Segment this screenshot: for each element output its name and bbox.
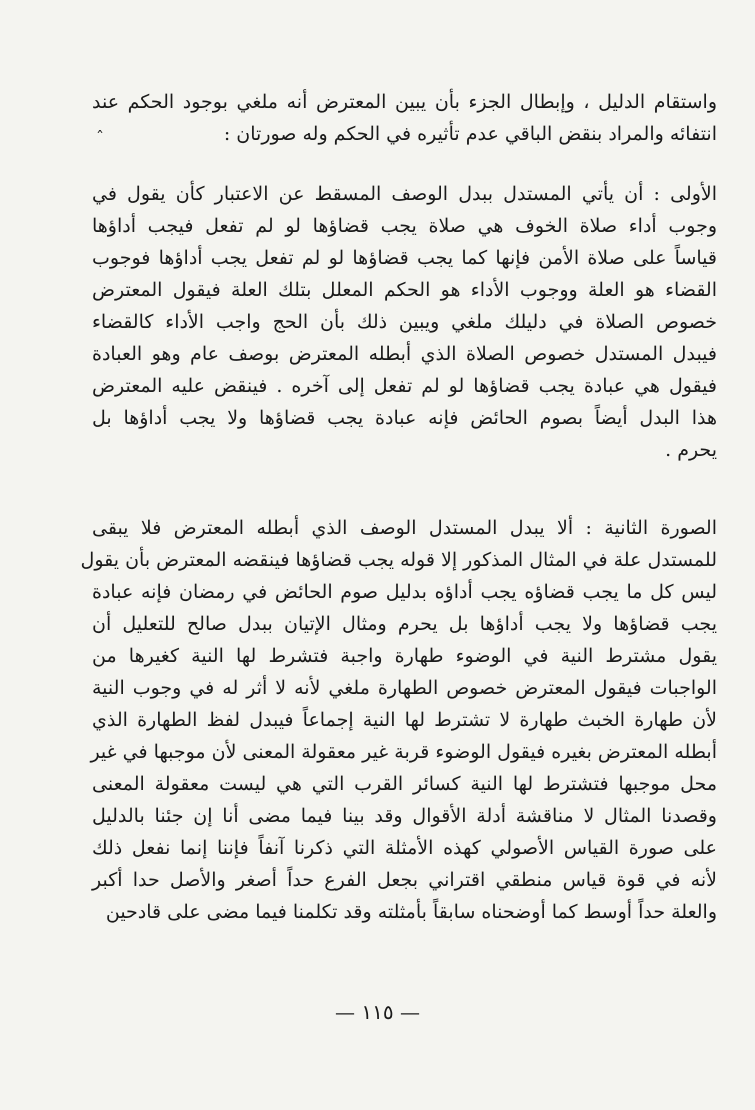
text-line: والعلة حداً أوسط كما أوضحناه سابقاً بأمثلته وقد تكلمنا فيما مضى على قادحين (105, 901, 717, 923)
text-line: وقصدنا المثال لا مناقشة أدلة الأقوال وقد بينا فيما مضى أنا إن جئنا بالدليل (92, 805, 717, 827)
page-number: — ١١٥ — (335, 1000, 420, 1024)
text-line: وجوب أداء صلاة الخوف هي صلاة يجب قضاؤها لو لم تفعل فيجب أداؤها (92, 215, 717, 237)
text-line: قياساً على صلاة الأمن فإنها كما يجب قضاؤها لو لم تفعل يجب أداؤها فوجوب (92, 247, 717, 269)
paragraph-1 (92, 86, 717, 150)
margin-mark: ˆ (96, 128, 104, 147)
text-line: فيقول هي عبادة يجب قضاؤها لو لم تفعل إلى آخره . فينقض عليه المعترض (92, 375, 717, 397)
text-line: يجب قضاؤها ولا يجب أداؤها بل يحرم ومثال الإتيان ببدل صالح للتعليل أن (92, 613, 717, 635)
text-line: محل موجبها فتشترط لها النية كسائر القرب التي هي ليست معقولة المعنى (92, 773, 718, 795)
paragraph-2 (92, 178, 717, 466)
text-line: الواجبات فيقول المعترض خصوص الطهارة ملغي لأنه لا أثر له في وجوب النية (92, 677, 717, 699)
text-line: القضاء هو العلة ووجوب الأداء هو الحكم المعلل بتلك العلة فيقول المعترض (92, 279, 717, 301)
text-line: خصوص الصلاة في دليلك ملغي ويبين ذلك بأن الحج واجب الأداء كالقضاء (92, 311, 717, 333)
text-line: يحرم . (665, 439, 717, 461)
text-line: فيبدل المستدل خصوص الصلاة الذي أبطله المعترض بوصف عام وهو العبادة (92, 343, 717, 365)
text-line: هذا البدل أيضاً بصوم الحائض فإنه عبادة يجب قضاؤها ولا يجب أداؤها بل (92, 407, 717, 429)
text-line: انتفائه والمراد بنقض الباقي عدم تأثيره في الحكم وله صورتان : (223, 123, 717, 145)
text-line: واستقام الدليل ، وإبطال الجزء بأن يبين المعترض أنه ملغي بوجود الحكم عند (92, 91, 717, 113)
text-line: الأولى : أن يأتي المستدل ببدل الوصف المسقط عن الاعتبار كأن يقول في (92, 183, 717, 205)
text-line: على صورة القياس الأصولي كهذه الأمثلة التي ذكرنا آنفاً فإننا إنما نفعل ذلك (92, 837, 717, 859)
text-line: ليس كل ما يجب قضاؤه يجب أداؤه بدليل صوم الحائض في رمضان فإنه عبادة (92, 581, 717, 603)
text-line: لأنه في قوة قياس منطقي اقتراني بجعل الفرع حداً أصغر والأصل حدا أكبر (92, 869, 717, 891)
text-line: لأن طهارة الخبث طهارة لا تشترط لها النية إجماعاً فيبدل لفظ الطهارة الذي (92, 709, 717, 731)
text-line: يقول مشترط النية في الوضوء طهارة واجبة فتشرط لها النية كغيرها من (92, 645, 717, 667)
text-line: للمستدل علة في المثال المذكور إلا قوله يجب قضاؤها فينقضه المعترض بأن يقول (80, 549, 717, 571)
paragraph-3 (80, 512, 718, 928)
text-line: الصورة الثانية : ألا يبدل المستدل الوصف الذي أبطله المعترض فلا يبقى (92, 517, 717, 539)
text-line: أبطله المعترض بغيره فيقول الوضوء قربة غير معقولة المعنى لأن موجبها في غير (90, 741, 717, 763)
